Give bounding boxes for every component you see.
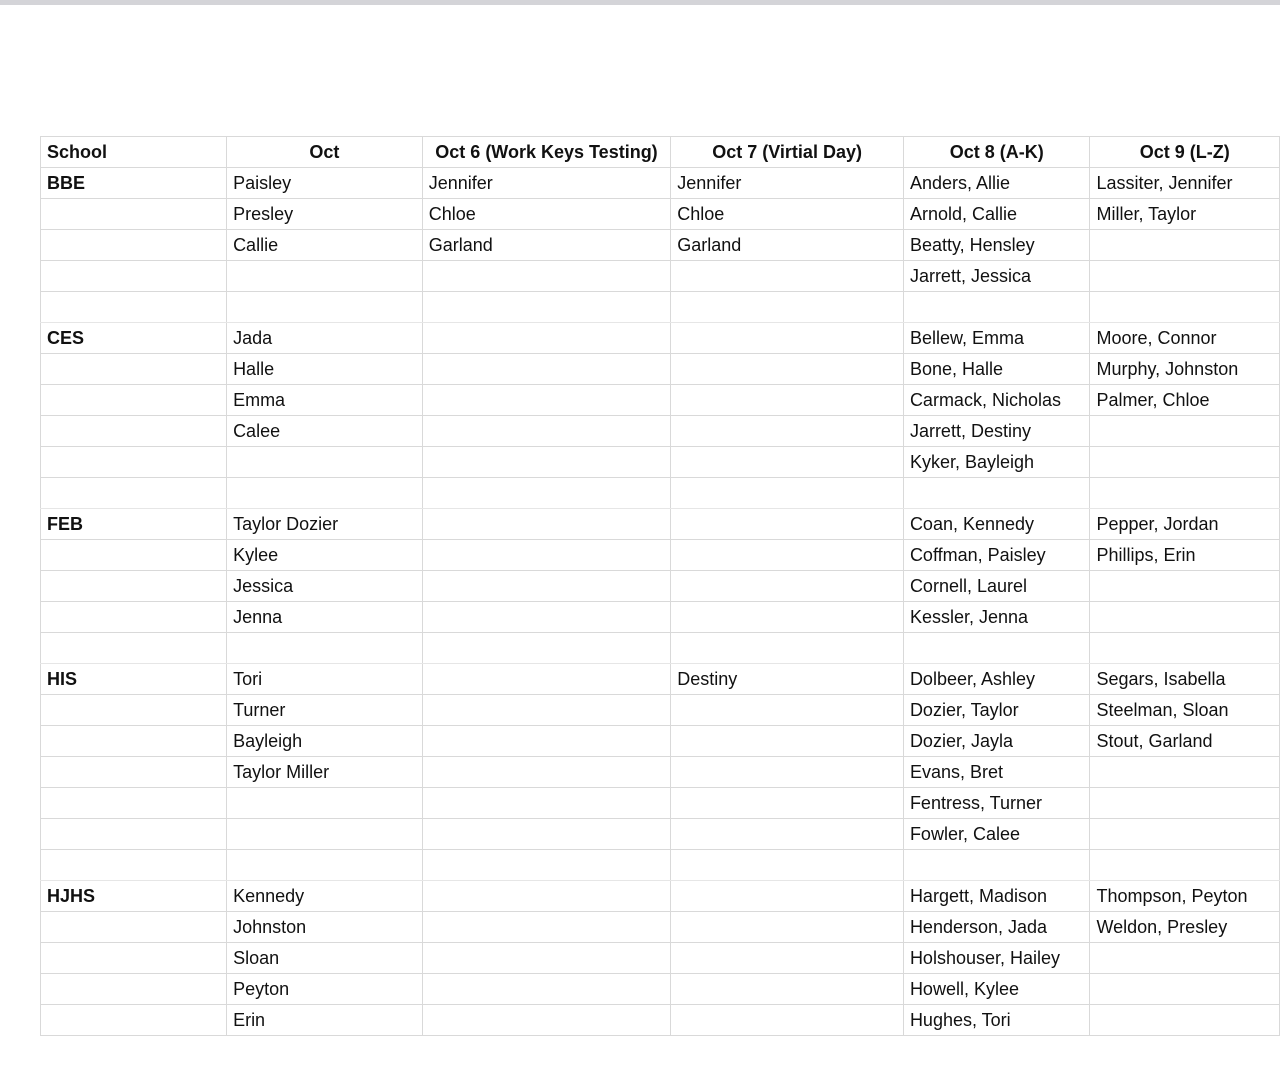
oct-cell: Taylor Miller (227, 757, 423, 788)
oct-6-cell (422, 695, 671, 726)
oct-9-cell (1090, 602, 1280, 633)
school-cell (41, 354, 227, 385)
oct-cell: Halle (227, 354, 423, 385)
oct-cell: Callie (227, 230, 423, 261)
school-cell (41, 571, 227, 602)
oct-6-cell (422, 726, 671, 757)
school-cell (41, 974, 227, 1005)
oct-7-cell (671, 850, 904, 881)
column-header-oct: Oct (227, 137, 423, 168)
oct-7-cell (671, 912, 904, 943)
oct-8-cell: Kessler, Jenna (903, 602, 1090, 633)
table-row (41, 478, 1280, 509)
oct-9-cell: Palmer, Chloe (1090, 385, 1280, 416)
oct-7-cell: Chloe (671, 199, 904, 230)
oct-7-cell: Jennifer (671, 168, 904, 199)
school-cell (41, 757, 227, 788)
oct-7-cell (671, 974, 904, 1005)
window-top-edge (0, 0, 1280, 5)
oct-9-cell (1090, 292, 1280, 323)
oct-7-cell (671, 416, 904, 447)
oct-8-cell (903, 478, 1090, 509)
school-cell (41, 261, 227, 292)
table-row (41, 354, 1280, 385)
oct-8-cell (903, 850, 1090, 881)
oct-cell (227, 850, 423, 881)
oct-9-cell: Phillips, Erin (1090, 540, 1280, 571)
oct-cell: Kennedy (227, 881, 423, 912)
school-cell (41, 912, 227, 943)
oct-8-cell: Carmack, Nicholas (903, 385, 1090, 416)
header-row (41, 137, 1280, 168)
oct-9-cell (1090, 478, 1280, 509)
oct-9-cell (1090, 788, 1280, 819)
school-cell (41, 292, 227, 323)
table-row (41, 602, 1280, 633)
oct-6-cell (422, 912, 671, 943)
oct-9-cell (1090, 974, 1280, 1005)
oct-8-cell: Dolbeer, Ashley (903, 664, 1090, 695)
oct-7-cell (671, 695, 904, 726)
oct-6-cell (422, 478, 671, 509)
oct-6-cell (422, 974, 671, 1005)
school-cell (41, 788, 227, 819)
oct-8-cell: Evans, Bret (903, 757, 1090, 788)
table-row (41, 788, 1280, 819)
school-cell (41, 695, 227, 726)
oct-8-cell: Hughes, Tori (903, 1005, 1090, 1036)
oct-8-cell: Bellew, Emma (903, 323, 1090, 354)
oct-6-cell (422, 354, 671, 385)
oct-8-cell: Hargett, Madison (903, 881, 1090, 912)
oct-cell: Presley (227, 199, 423, 230)
oct-cell: Sloan (227, 943, 423, 974)
oct-9-cell (1090, 571, 1280, 602)
table-row (41, 168, 1280, 199)
school-cell (41, 602, 227, 633)
oct-8-cell (903, 292, 1090, 323)
oct-7-cell (671, 943, 904, 974)
oct-9-cell: Moore, Connor (1090, 323, 1280, 354)
oct-cell: Calee (227, 416, 423, 447)
oct-7-cell (671, 540, 904, 571)
oct-cell: Erin (227, 1005, 423, 1036)
oct-9-cell: Pepper, Jordan (1090, 509, 1280, 540)
school-cell (41, 1005, 227, 1036)
oct-7-cell (671, 571, 904, 602)
table-row (41, 199, 1280, 230)
oct-8-cell: Holshouser, Hailey (903, 943, 1090, 974)
oct-6-cell (422, 633, 671, 664)
table-row (41, 571, 1280, 602)
oct-8-cell: Coffman, Paisley (903, 540, 1090, 571)
oct-7-cell (671, 633, 904, 664)
oct-cell: Jada (227, 323, 423, 354)
oct-8-cell: Howell, Kylee (903, 974, 1090, 1005)
table-row (41, 540, 1280, 571)
school-cell: FEB (41, 509, 227, 540)
table-row (41, 633, 1280, 664)
table-row (41, 664, 1280, 695)
oct-9-cell (1090, 819, 1280, 850)
oct-cell (227, 788, 423, 819)
column-header-school: School (41, 137, 227, 168)
oct-6-cell (422, 571, 671, 602)
oct-8-cell: Fentress, Turner (903, 788, 1090, 819)
oct-9-cell (1090, 633, 1280, 664)
oct-7-cell (671, 292, 904, 323)
school-cell (41, 943, 227, 974)
oct-9-cell: Thompson, Peyton (1090, 881, 1280, 912)
table-row (41, 912, 1280, 943)
school-cell: HIS (41, 664, 227, 695)
oct-7-cell (671, 323, 904, 354)
oct-cell: Kylee (227, 540, 423, 571)
oct-6-cell: Jennifer (422, 168, 671, 199)
oct-8-cell: Anders, Allie (903, 168, 1090, 199)
oct-8-cell: Dozier, Taylor (903, 695, 1090, 726)
oct-6-cell (422, 664, 671, 695)
oct-9-cell (1090, 230, 1280, 261)
table-row (41, 881, 1280, 912)
oct-6-cell (422, 602, 671, 633)
school-cell: HJHS (41, 881, 227, 912)
oct-cell (227, 261, 423, 292)
oct-7-cell (671, 509, 904, 540)
oct-6-cell (422, 447, 671, 478)
oct-6-cell (422, 819, 671, 850)
oct-9-cell (1090, 1005, 1280, 1036)
oct-6-cell (422, 509, 671, 540)
oct-8-cell (903, 633, 1090, 664)
oct-cell (227, 633, 423, 664)
oct-9-cell: Murphy, Johnston (1090, 354, 1280, 385)
table-row (41, 323, 1280, 354)
oct-8-cell: Fowler, Calee (903, 819, 1090, 850)
oct-7-cell (671, 447, 904, 478)
table-row (41, 757, 1280, 788)
oct-cell (227, 292, 423, 323)
oct-6-cell: Chloe (422, 199, 671, 230)
oct-9-cell (1090, 447, 1280, 478)
oct-9-cell: Weldon, Presley (1090, 912, 1280, 943)
school-cell (41, 230, 227, 261)
oct-9-cell (1090, 850, 1280, 881)
table-body (41, 168, 1280, 1036)
school-cell: BBE (41, 168, 227, 199)
oct-7-cell (671, 819, 904, 850)
oct-6-cell (422, 292, 671, 323)
oct-9-cell (1090, 757, 1280, 788)
school-cell (41, 819, 227, 850)
oct-8-cell: Jarrett, Destiny (903, 416, 1090, 447)
oct-cell (227, 478, 423, 509)
oct-7-cell (671, 354, 904, 385)
oct-8-cell: Coan, Kennedy (903, 509, 1090, 540)
school-cell (41, 416, 227, 447)
oct-6-cell (422, 757, 671, 788)
table-row (41, 943, 1280, 974)
table-row (41, 1005, 1280, 1036)
oct-7-cell (671, 478, 904, 509)
oct-6-cell (422, 261, 671, 292)
column-header-oct-8: Oct 8 (A-K) (903, 137, 1090, 168)
oct-cell: Taylor Dozier (227, 509, 423, 540)
oct-cell (227, 819, 423, 850)
column-header-oct-7: Oct 7 (Virtial Day) (671, 137, 904, 168)
school-cell: CES (41, 323, 227, 354)
table-row (41, 726, 1280, 757)
oct-8-cell: Kyker, Bayleigh (903, 447, 1090, 478)
oct-6-cell (422, 385, 671, 416)
oct-9-cell: Segars, Isabella (1090, 664, 1280, 695)
oct-8-cell: Arnold, Callie (903, 199, 1090, 230)
oct-6-cell (422, 540, 671, 571)
oct-9-cell: Steelman, Sloan (1090, 695, 1280, 726)
oct-7-cell (671, 261, 904, 292)
table-row (41, 447, 1280, 478)
table-row (41, 385, 1280, 416)
oct-8-cell: Henderson, Jada (903, 912, 1090, 943)
oct-7-cell (671, 602, 904, 633)
oct-9-cell: Miller, Taylor (1090, 199, 1280, 230)
oct-cell: Bayleigh (227, 726, 423, 757)
oct-9-cell (1090, 261, 1280, 292)
oct-6-cell: Garland (422, 230, 671, 261)
school-cell (41, 633, 227, 664)
oct-8-cell: Dozier, Jayla (903, 726, 1090, 757)
oct-cell: Jessica (227, 571, 423, 602)
oct-6-cell (422, 1005, 671, 1036)
oct-8-cell: Bone, Halle (903, 354, 1090, 385)
school-cell (41, 540, 227, 571)
school-cell (41, 199, 227, 230)
oct-cell: Peyton (227, 974, 423, 1005)
table-row (41, 509, 1280, 540)
oct-9-cell: Stout, Garland (1090, 726, 1280, 757)
oct-7-cell (671, 788, 904, 819)
school-cell (41, 385, 227, 416)
oct-6-cell (422, 881, 671, 912)
oct-7-cell (671, 757, 904, 788)
oct-6-cell (422, 788, 671, 819)
school-cell (41, 726, 227, 757)
oct-6-cell (422, 850, 671, 881)
school-cell (41, 447, 227, 478)
oct-cell: Turner (227, 695, 423, 726)
oct-9-cell: Lassiter, Jennifer (1090, 168, 1280, 199)
table-row (41, 695, 1280, 726)
table-row (41, 292, 1280, 323)
table-row (41, 416, 1280, 447)
table-row (41, 819, 1280, 850)
oct-cell: Paisley (227, 168, 423, 199)
oct-cell (227, 447, 423, 478)
oct-cell: Johnston (227, 912, 423, 943)
schedule-table (40, 136, 1280, 1036)
oct-6-cell (422, 323, 671, 354)
oct-9-cell (1090, 943, 1280, 974)
oct-6-cell (422, 416, 671, 447)
oct-7-cell (671, 1005, 904, 1036)
table-row (41, 230, 1280, 261)
oct-7-cell: Destiny (671, 664, 904, 695)
table-row (41, 850, 1280, 881)
oct-9-cell (1090, 416, 1280, 447)
oct-8-cell: Beatty, Hensley (903, 230, 1090, 261)
table-row (41, 974, 1280, 1005)
school-cell (41, 478, 227, 509)
oct-8-cell: Jarrett, Jessica (903, 261, 1090, 292)
oct-7-cell (671, 881, 904, 912)
oct-8-cell: Cornell, Laurel (903, 571, 1090, 602)
oct-cell: Tori (227, 664, 423, 695)
oct-cell: Jenna (227, 602, 423, 633)
oct-6-cell (422, 943, 671, 974)
column-header-oct-9: Oct 9 (L-Z) (1090, 137, 1280, 168)
oct-7-cell (671, 726, 904, 757)
school-cell (41, 850, 227, 881)
table-row (41, 261, 1280, 292)
oct-7-cell: Garland (671, 230, 904, 261)
column-header-oct-6: Oct 6 (Work Keys Testing) (422, 137, 671, 168)
oct-cell: Emma (227, 385, 423, 416)
oct-7-cell (671, 385, 904, 416)
